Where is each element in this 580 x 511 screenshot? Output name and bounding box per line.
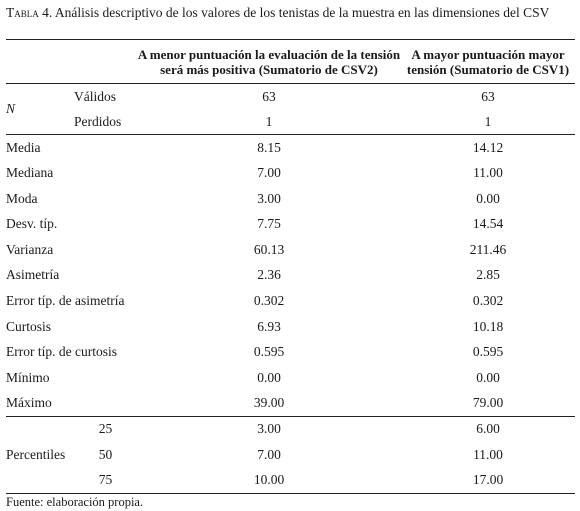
row-label: Mínimo: [6, 369, 50, 385]
value-cell: 1: [484, 113, 492, 129]
table-row: [6, 442, 575, 468]
value-cell: 2.36: [257, 267, 281, 283]
row-label: Perdidos: [74, 113, 122, 129]
row-label: Válidos: [74, 88, 116, 104]
table-row: [6, 160, 575, 186]
table-row: [6, 339, 575, 365]
value-cell: 79.00: [472, 395, 504, 411]
table-caption: [6, 5, 549, 21]
percentile-value: 25: [98, 421, 113, 437]
table-caption-label: Tabla 4.: [6, 5, 53, 20]
header-csv2: A menor puntuación la evaluación de la tensión será más positiva (Sumatorio de CSV2): [137, 46, 401, 77]
row-label: Mediana: [6, 165, 54, 181]
value-cell: 211.46: [469, 241, 507, 257]
descriptive-stats-table: [6, 39, 575, 494]
value-cell: 11.00: [473, 165, 503, 181]
table-row: [6, 186, 575, 212]
table-source-note: Fuente: elaboración propia.: [6, 495, 144, 509]
value-cell: 3.00: [257, 190, 281, 206]
table-row: [6, 416, 575, 442]
row-label: Varianza: [6, 241, 54, 257]
value-cell: 6.00: [476, 421, 500, 437]
row-label: Media: [6, 139, 41, 155]
value-cell: 0.00: [476, 369, 500, 385]
header-empty-cell: [74, 40, 137, 84]
table-row: [6, 109, 575, 135]
value-cell: 0.595: [253, 344, 285, 360]
value-cell: 7.00: [257, 165, 281, 181]
value-cell: 39.00: [253, 395, 285, 411]
value-cell: 1: [265, 113, 273, 129]
value-cell: 0.00: [257, 369, 281, 385]
header-csv1: A mayor puntuación mayor tensión (Sumatorio de CSV1): [406, 46, 570, 77]
value-cell: 8.15: [257, 139, 281, 155]
value-cell: 7.00: [257, 446, 281, 462]
value-cell: 14.54: [472, 216, 504, 232]
table-row: [6, 391, 575, 417]
table-row: [6, 263, 575, 289]
table-caption-text: Análisis descriptivo de los valores de los tenistas de la muestra en las dimensiones del CSV: [54, 5, 550, 20]
table-row: [6, 211, 575, 237]
value-cell: 17.00: [472, 471, 504, 487]
value-cell: 10.18: [472, 318, 504, 334]
table-row: [6, 365, 575, 391]
row-label: Error típ. de asimetría: [6, 293, 125, 309]
value-cell: 0.00: [476, 190, 500, 206]
value-cell: 11.00: [473, 446, 503, 462]
row-label: Error típ. de curtosis: [6, 344, 117, 360]
row-label: Curtosis: [6, 318, 52, 334]
percentiles-label: Percentiles: [6, 446, 66, 462]
row-label: Asimetría: [6, 267, 60, 283]
value-cell: 63: [481, 88, 495, 104]
table-row: [6, 314, 575, 340]
table-row: [6, 135, 575, 161]
row-label: Máximo: [6, 395, 52, 411]
table-row: [6, 237, 575, 263]
value-cell: 7.75: [257, 216, 281, 232]
value-cell: 0.302: [253, 293, 285, 309]
value-cell: 63: [262, 88, 276, 104]
value-cell: 0.595: [472, 344, 504, 360]
value-cell: 60.13: [253, 241, 285, 257]
table-row: [6, 467, 575, 493]
value-cell: 6.93: [257, 318, 281, 334]
table-header-row: [6, 40, 575, 84]
value-cell: 10.00: [253, 471, 285, 487]
value-cell: 0.302: [472, 293, 504, 309]
value-cell: 14.12: [472, 139, 504, 155]
row-label: Moda: [6, 190, 38, 206]
table-row: [6, 288, 575, 314]
header-empty-cell: [6, 40, 74, 84]
table-row: [6, 84, 575, 110]
n-label: N: [6, 101, 16, 117]
value-cell: 2.85: [476, 267, 500, 283]
percentile-value: 75: [98, 471, 113, 487]
percentile-value: 50: [98, 446, 113, 462]
value-cell: 3.00: [257, 421, 281, 437]
row-label: Desv. típ.: [6, 216, 58, 232]
